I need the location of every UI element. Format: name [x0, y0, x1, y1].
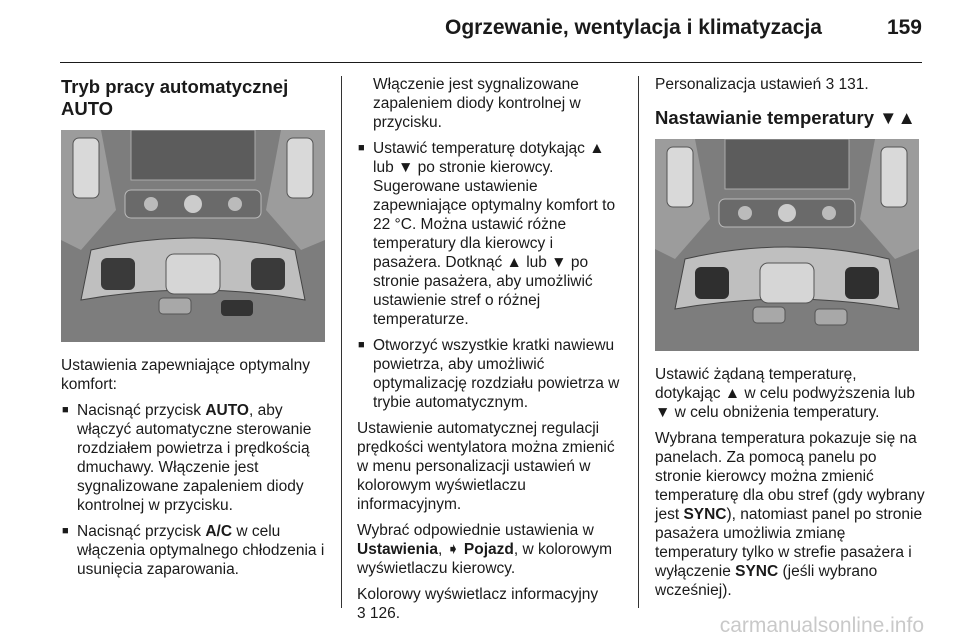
list-item: ■ Otworzyć wszystkie kratki nawiewu powietrza, aby umożliwić optymalizację rozdziału powietrza w trybie automatycznym. — [357, 336, 625, 412]
page-reference-line: Personalizacja ustawień 3 131. — [655, 76, 869, 93]
list-item: ■ Ustawić temperaturę dotykając ▲ lub ▼ po stronie kierowcy. Sugerowane ustawienie zapewniające optymalny komfort to 22 °C. Można ustawić różne temperatury dla kierowcy i pasażera. Dotknąć ▲ lub ▼ po stronie pasażera, aby umożliwić ustawienie stref o różnej temperaturze. — [357, 139, 625, 329]
section-heading-auto: Tryb pracy automatycznej AUTO — [61, 76, 289, 119]
section-heading-temperature: Nastawianie temperatury ▼▲ — [655, 107, 916, 128]
climate-panel-photo-auto — [61, 130, 325, 342]
continued-text: Włączenie jest sygnalizowane zapaleniem diody kontrolnej w przycisku. — [373, 76, 581, 131]
column-1 — [61, 76, 327, 586]
temperature-steps-list — [357, 139, 625, 412]
paragraph: Kolorowy wyświetlacz informacyjny 3 126. — [357, 586, 599, 622]
temperature-panel-illustration — [655, 139, 919, 351]
list-item: ■ Nacisnąć przycisk AUTO, aby włączyć automatyczne sterowanie rozdziałem powietrza i prędkością dmuchawy. Włączenie jest sygnalizowane zapaleniem diody kontrolnej w przycisku. — [61, 401, 327, 515]
column-3 — [655, 75, 925, 607]
header-rule — [60, 62, 922, 63]
paragraph: Ustawienie automatycznej regulacji prędkości wentylatora można zmienić w menu personalizacji ustawień w kolorowym wyświetlaczu informacyjnym. — [357, 420, 615, 513]
page-header — [0, 0, 960, 62]
paragraph: Ustawić żądaną temperaturę, dotykając ▲ w celu podwyższenia lub ▼ w celu obniżenia temperatury. — [655, 366, 916, 421]
auto-steps-list — [61, 401, 327, 579]
climate-panel-photo-temperature — [655, 139, 919, 351]
intro-text: Ustawienia zapewniające optymalny komfort: — [61, 357, 310, 393]
column-divider — [341, 76, 342, 608]
paragraph: Wybrana temperatura pokazuje się na panelach. Za pomocą panelu po stronie kierowcy można zmienić temperaturę dla obu stref (gdy wybrany jest SYNC), natomiast panel po stronie pasażera umożliwia zmianę temperatury tylko w strefie pasażera i wyłączenie SYNC (jeśli wybrano wcześniej). — [655, 430, 925, 599]
column-2 — [357, 75, 625, 630]
list-item: ■ Nacisnąć przycisk A/C w celu włączenia optymalnego chłodzenia i usunięcia zaparowania. — [61, 522, 327, 579]
watermark: carmanualsonline.info — [719, 614, 924, 637]
page-number: 159 — [886, 16, 922, 39]
column-divider — [638, 76, 639, 608]
paragraph: Wybrać odpowiednie ustawienia w Ustawienia, ➧ Pojazd, w kolorowym wyświetlaczu kierowcy. — [357, 522, 613, 577]
climate-panel-illustration — [61, 130, 325, 342]
page-reference[interactable]: 3 126. — [357, 605, 401, 622]
chapter-title: Ogrzewanie, wentylacja i klimatyzacja — [444, 16, 822, 39]
